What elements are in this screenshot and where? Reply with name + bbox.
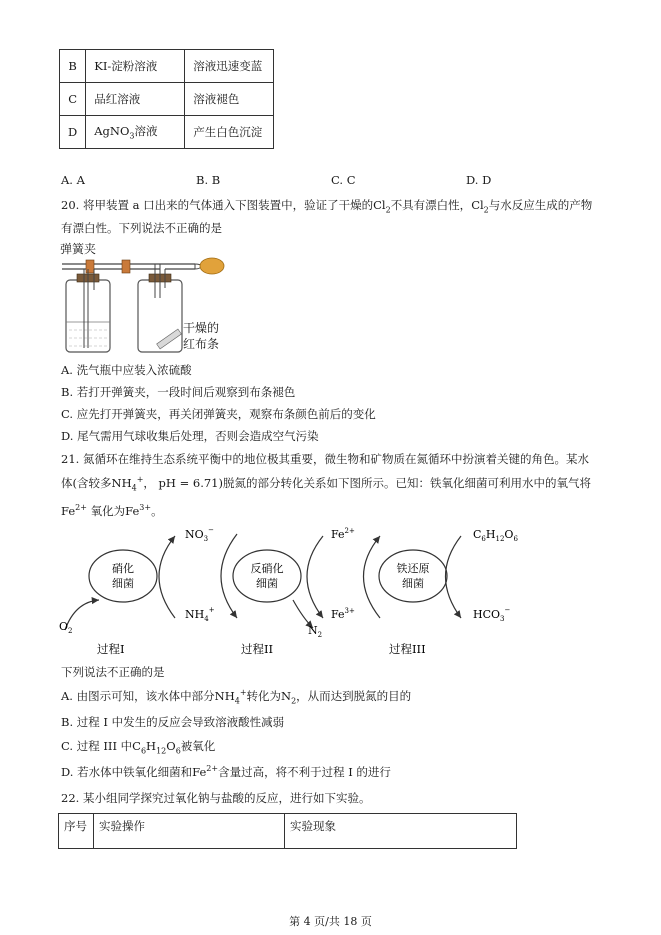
reagent-table: [59, 49, 274, 149]
process-3-label: 过程III: [389, 642, 426, 656]
option-letter: B: [60, 50, 86, 83]
q21-option-b: B. 过程 I 中发生的反应会导致溶液酸性减弱: [61, 715, 285, 729]
q21-option-a: A. 由图示可知，该水体中部分$NH_4^+$转化为$N_2$，从而达到脱氮的目的: [61, 688, 412, 706]
arrow-fe2-to-fe3: [307, 536, 323, 618]
q20-option-d: D. 尾气需用气球收集后处理，否则会造成空气污染: [61, 429, 319, 443]
phenomenon-cell: 溶液迅速变蓝: [185, 50, 274, 83]
label-n2: $N_2$: [308, 624, 323, 639]
label-no3: $NO_3^-$: [185, 526, 214, 543]
reagent-cell: 品红溶液: [86, 83, 185, 116]
bact1-label-a: 硝化: [112, 562, 134, 575]
label-fe2: $Fe^{2+}$: [331, 527, 355, 541]
label-hco3: $HCO_3^-$: [473, 606, 511, 623]
table-row: [60, 83, 274, 116]
q20-option-b: B. 若打开弹簧夹，一段时间后观察到布条褪色: [61, 385, 296, 399]
arrow-o2: [65, 600, 99, 630]
label-nh4: $NH_4^+$: [185, 606, 215, 623]
q20-stem-line2: 有漂白性。下列说法不正确的是: [61, 221, 222, 235]
experiment-table: [58, 813, 517, 849]
header-index: 序号: [59, 814, 94, 849]
reagent-cell: AgNO$_3$溶液: [86, 116, 185, 149]
q21-stem-line3: $Fe^{2+}$ 氧化为$Fe^{3+}$。: [61, 503, 163, 518]
choice-b: B. B: [196, 173, 221, 187]
process-2-label: 过程II: [241, 642, 274, 656]
choice-d: D. D: [466, 173, 492, 187]
process-1-label: 过程I: [97, 642, 125, 656]
phenomenon-cell: 溶液褪色: [185, 83, 274, 116]
arrow-glucose-to-hco3: [446, 536, 462, 618]
q20-option-a: A. 洗气瓶中应装入浓硫酸: [61, 363, 192, 377]
header-operation: 实验操作: [94, 814, 285, 849]
label-glucose: $C_6H_{12}O_6$: [473, 528, 518, 543]
table-header-row: [59, 814, 517, 849]
bact1-label-b: 细菌: [112, 577, 134, 590]
clamp-label: 弹簧夹: [60, 242, 97, 256]
cloth-label-1: 干燥的: [183, 321, 220, 335]
phenomenon-cell: 产生白色沉淀: [185, 116, 274, 149]
bact2-label-a: 反硝化: [250, 562, 284, 575]
q20-option-c: C. 应先打开弹簧夹，再关闭弹簧夹，观察布条颜色前后的变化: [61, 407, 376, 421]
iron-reducing-bacteria: [379, 550, 447, 602]
table-row: [60, 116, 274, 149]
bact3-label-b: 细菌: [402, 577, 424, 590]
label-o2: $O_2$: [59, 620, 73, 635]
table-row: [60, 50, 274, 83]
q21-question: 下列说法不正确的是: [61, 665, 165, 679]
q21-option-d: D. 若水体中铁氧化细菌和$Fe^{2+}$含量过高，将不利于过程 I 的进行: [61, 764, 391, 779]
q21-stem-line1: 21. 氮循环在维持生态系统平衡中的地位极其重要，微生物和矿物质在氮循环中扮演着关键的角色。某水: [61, 452, 589, 466]
choice-a: A. A: [61, 173, 85, 187]
page-footer: 第 4 页/共 18 页: [289, 915, 372, 928]
nitrogen-cycle-diagram: [55, 520, 585, 658]
option-letter: D: [60, 116, 86, 149]
header-phenomenon: 实验现象: [285, 814, 517, 849]
bact2-label-b: 细菌: [256, 577, 278, 590]
arrow-fe3-to-fe2: [364, 536, 381, 618]
q21-stem-line2: 体(含较多$NH_4^+$， pH = 6.71)脱氮的部分转化关系如下图所示。已知：铁氧化细菌可利用水中的氧气将: [61, 475, 591, 493]
spring-clamp-icon: [86, 260, 94, 273]
denitrifying-bacteria: [233, 550, 301, 602]
balloon-icon: [200, 258, 224, 274]
nitrifying-bacteria: [89, 550, 157, 602]
q22-stem: 22. 某小组同学探究过氧化钠与盐酸的反应，进行如下实验。: [61, 791, 371, 805]
bact3-label-a: 铁还原: [396, 562, 430, 575]
reagent-cell: KI-淀粉溶液: [86, 50, 185, 83]
arrow-nh4-to-no3: [159, 536, 175, 618]
choice-c: C. C: [331, 173, 356, 187]
tube-connector: [122, 260, 130, 273]
cloth-label-2: 红布条: [183, 337, 220, 351]
label-fe3: $Fe^{3+}$: [331, 607, 355, 621]
q20-stem-line1: 20. 将甲装置 a 口出来的气体通入下图装置中，验证了干燥的$Cl_2$不具有漂白性，$Cl_2$与水反应生成的产物: [61, 198, 593, 215]
option-letter: C: [60, 83, 86, 116]
cloth-strip-icon: [157, 329, 182, 349]
q21-option-c: C. 过程 III 中$C_6H_{12}O_6$被氧化: [61, 739, 216, 756]
